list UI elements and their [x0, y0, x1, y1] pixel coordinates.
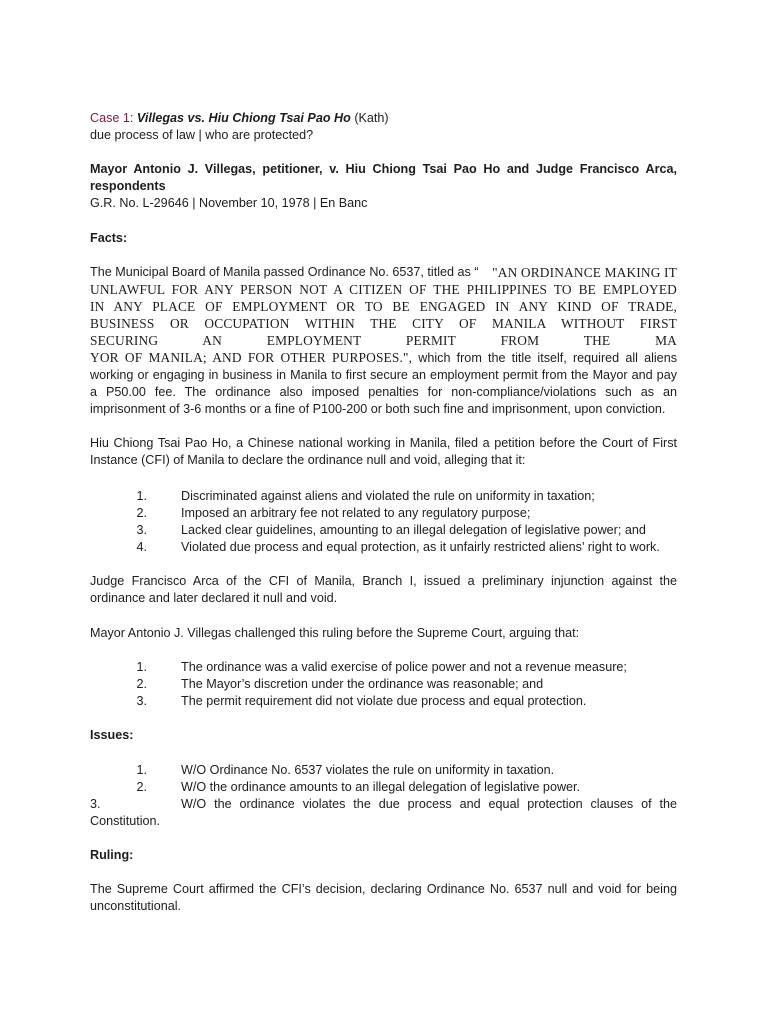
facts-paragraph-2: Hiu Chiong Tsai Pao Ho, a Chinese national working in Manila, filed a petition before the Court of First Instance (CFI) of Manila to declare the ordinance null and void, alleging that it:	[90, 436, 677, 467]
list-item	[90, 522, 677, 539]
list-text: Violated due process and equal protection, as it unfairly restricted aliens’ right to work.	[181, 540, 660, 554]
list-item	[90, 676, 677, 693]
ordinance-title-line-3: IN ANY PLACE OF EMPLOYMENT OR TO BE ENGAGED IN ANY KIND OF TRADE,	[90, 299, 677, 314]
case-topic: due process of law | who are protected?	[90, 128, 314, 142]
list-item	[90, 762, 677, 779]
ordinance-title-line-1: "AN ORDINANCE MAKING IT	[492, 265, 677, 280]
list-text: W/O the ordinance violates the due process and equal protection clauses of the	[181, 797, 677, 811]
list-text: Discriminated against aliens and violated the rule on uniformity in taxation;	[181, 489, 595, 503]
case-citation: G.R. No. L-29646 | November 10, 1978 | En Banc	[90, 196, 368, 210]
facts-para1-rest: which from the title itself, required all aliens working or engaging in business in Manila to first secure an employment permit from the Mayor and pay a P50.00 fee. The ordinance also imposed penalties for non-compliance/violations such as an imprisonment of 3-6 months or a fine of P100-200 or both such fine and imprisonment, upon conviction.	[90, 351, 677, 416]
facts-heading: Facts:	[90, 231, 128, 245]
case-parties: Mayor Antonio J. Villegas, petitioner, v. Hiu Chiong Tsai Pao Ho and Judge Francisco Arca, respondents	[90, 162, 677, 193]
ruling-paragraph-1: The Supreme Court affirmed the CFI’s decision, declaring Ordinance No. 6537 null and void for being unconstitutional.	[90, 882, 677, 913]
list-item	[90, 539, 677, 556]
list-number: 1.	[136, 763, 147, 777]
list-text: Imposed an arbitrary fee not related to any regulatory purpose;	[181, 506, 531, 520]
ordinance-title-line-5: SECURING AN EMPLOYMENT PERMIT FROM THE MA	[90, 333, 677, 348]
facts-paragraph-1	[90, 264, 677, 418]
list-number: 3.	[136, 694, 147, 708]
list-text: The permit requirement did not violate due process and equal protection.	[181, 694, 587, 708]
ruling-heading: Ruling:	[90, 848, 134, 862]
case-author: (Kath)	[354, 111, 389, 125]
ordinance-title-line-2: UNLAWFUL FOR ANY PERSON NOT A CITIZEN OF THE PHILIPPINES TO BE EMPLOYED	[90, 282, 677, 297]
case-label: Case 1:	[90, 111, 134, 125]
list-text: The Mayor’s discretion under the ordinance was reasonable; and	[181, 677, 544, 691]
list-text-continued: Constitution.	[90, 814, 161, 828]
issues-heading: Issues:	[90, 728, 134, 742]
ordinance-title-line-6: YOR OF MANILA; AND FOR OTHER PURPOSES.",	[90, 350, 413, 365]
list-text: Lacked clear guidelines, amounting to an illegal delegation of legislative power; and	[181, 523, 646, 537]
case-title: Villegas vs. Hiu Chiong Tsai Pao Ho	[136, 111, 351, 125]
list-text: W/O the ordinance amounts to an illegal delegation of legislative power.	[181, 780, 581, 794]
ordinance-title-line-4: BUSINESS OR OCCUPATION WITHIN THE CITY OF MANILA WITHOUT FIRST	[90, 316, 677, 331]
list-text: W/O Ordinance No. 6537 violates the rule on uniformity in taxation.	[181, 763, 555, 777]
list-number: 3.	[90, 797, 101, 811]
facts-paragraph-3: Judge Francisco Arca of the CFI of Manila, Branch I, issued a preliminary injunction against the ordinance and later declared it null and void.	[90, 574, 677, 605]
list-item	[90, 505, 677, 522]
list-item	[90, 693, 677, 710]
list-number: 3.	[136, 523, 147, 537]
list-number: 2.	[136, 780, 147, 794]
list-number: 2.	[136, 677, 147, 691]
list-item	[90, 779, 677, 796]
list-text: The ordinance was a valid exercise of police power and not a revenue measure;	[181, 660, 627, 674]
list-item	[90, 796, 677, 830]
list-item	[90, 659, 677, 676]
list-number: 4.	[136, 540, 147, 554]
list-number: 1.	[136, 660, 147, 674]
facts-para1-intro: The Municipal Board of Manila passed Ordinance No. 6537, titled as “	[90, 265, 479, 279]
case-header	[90, 110, 677, 127]
facts-paragraph-4: Mayor Antonio J. Villegas challenged this ruling before the Supreme Court, arguing that:	[90, 626, 580, 640]
list-number: 1.	[136, 489, 147, 503]
list-number: 2.	[136, 506, 147, 520]
list-item	[90, 488, 677, 505]
